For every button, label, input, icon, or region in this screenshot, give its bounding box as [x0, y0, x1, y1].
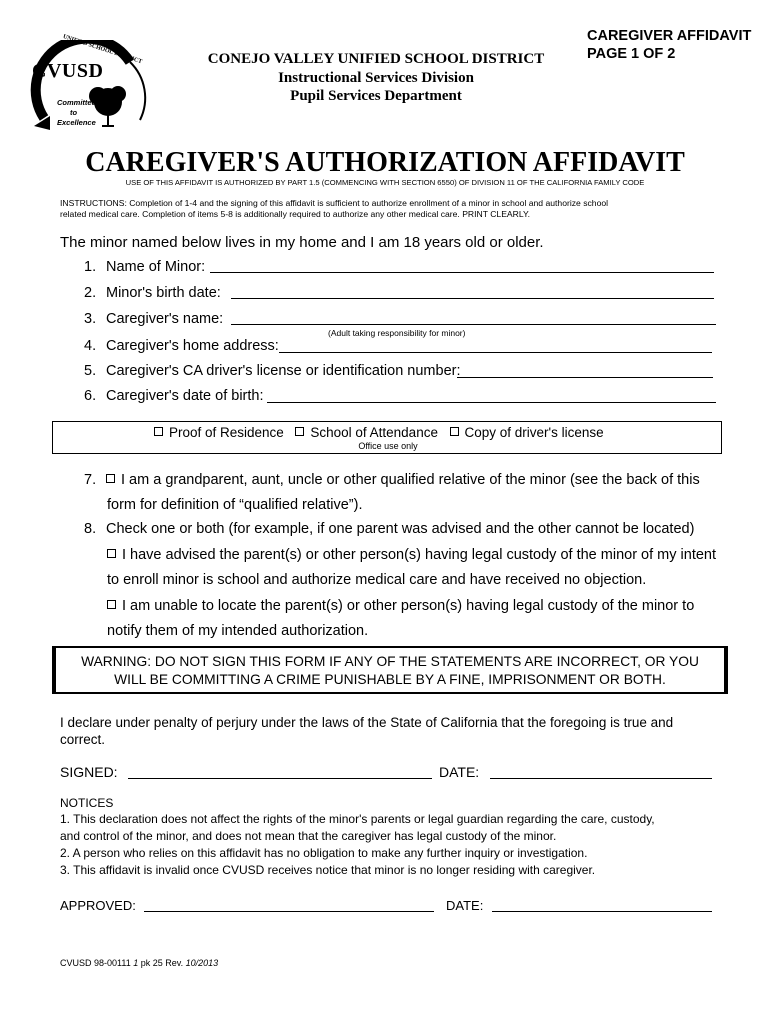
signature-field[interactable] [128, 778, 432, 779]
notice-2: 2. A person who relies on this affidavit has no obligation to make any further inquiry or investigation. [60, 846, 588, 860]
item-8b-line-1: I am unable to locate the parent(s) or other person(s) having legal custody of the minor to [107, 598, 694, 614]
approved-date-label: DATE: [446, 898, 484, 913]
date-label: DATE: [439, 764, 480, 780]
caregiver-address-field[interactable] [279, 352, 712, 353]
date-field[interactable] [490, 778, 712, 779]
caregiver-license-field[interactable] [457, 377, 713, 378]
warning-line-2: WILL BE COMMITTING A CRIME PUNISHABLE BY A FINE, IMPRISONMENT OR BOTH. [114, 672, 666, 687]
corner-title: CAREGIVER AFFIDAVIT [587, 28, 752, 44]
field-1-label: 1. Name of Minor: [84, 259, 206, 275]
drivers-license-copy-checkbox[interactable] [450, 427, 459, 436]
logo-motto-3: Excellence [57, 118, 96, 127]
logo-abbr: CVUSD [32, 60, 104, 82]
minor-birth-date-field[interactable] [231, 298, 714, 299]
minor-name-field[interactable] [210, 272, 714, 273]
notice-3: 3. This affidavit is invalid once CVUSD receives notice that minor is no longer residing with caregiver. [60, 863, 596, 877]
office-options: Proof of Residence School of Attendance Copy of driver's license [154, 425, 604, 440]
approved-signature-field[interactable] [144, 911, 434, 912]
proof-of-residence-checkbox[interactable] [154, 427, 163, 436]
office-use-note: Office use only [358, 441, 418, 451]
field-2-label: 2. Minor's birth date: [84, 285, 221, 301]
notice-1-line-2: and control of the minor, and does not mean that the caregiver has legal custody of the minor. [60, 829, 557, 843]
form-title: CAREGIVER'S AUTHORIZATION AFFIDAVIT [85, 147, 685, 178]
division-name: Instructional Services Division [278, 70, 474, 86]
item-8b-line-2: notify them of my intended authorization. [107, 623, 369, 639]
instructions-line-2: related medical care. Completion of items 5-8 is additionally required to authorize any other medical care. PRINT CLEARLY. [60, 209, 531, 219]
intro-text: The minor named below lives in my home and I am 18 years old or older. [60, 234, 544, 251]
qualified-relative-checkbox[interactable] [106, 474, 115, 483]
school-of-attendance-checkbox[interactable] [295, 427, 304, 436]
signed-label: SIGNED: [60, 764, 118, 780]
declaration-line-1: I declare under penalty of perjury under the laws of the State of California that the foregoing is true and [60, 715, 674, 730]
form-code: CVUSD 98-00111 1 pk 25 Rev. 10/2013 [60, 958, 219, 968]
field-6-label: 6. Caregiver's date of birth: [84, 388, 264, 404]
district-name: CONEJO VALLEY UNIFIED SCHOOL DISTRICT [207, 51, 545, 67]
logo-motto-2: to [70, 108, 78, 117]
item-8a-line-1: I have advised the parent(s) or other person(s) having legal custody of the minor of my intent [107, 547, 716, 563]
declaration-line-2: correct. [60, 732, 106, 747]
logo-motto-1: Committed [57, 98, 97, 107]
caregiver-note: (Adult taking responsibility for minor) [328, 328, 466, 338]
unable-to-locate-checkbox[interactable] [107, 600, 116, 609]
notice-1-line-1: 1. This declaration does not affect the rights of the minor's parents or legal guardian regarding the care, custody, [60, 812, 655, 826]
instructions-line-1: INSTRUCTIONS: Completion of 1-4 and the signing of this affidavit is sufficient to authorize enrollment of a minor in school and authorize school [60, 198, 609, 208]
warning-line-1: WARNING: DO NOT SIGN THIS FORM IF ANY OF THE STATEMENTS ARE INCORRECT, OR YOU [81, 654, 699, 669]
notices-heading: NOTICES [60, 796, 114, 810]
advised-parents-checkbox[interactable] [107, 549, 116, 558]
district-logo [30, 34, 150, 140]
caregiver-dob-field[interactable] [267, 402, 716, 403]
item-8a-line-2: to enroll minor is school and authorize medical care and have received no objection. [107, 572, 647, 588]
approved-date-field[interactable] [492, 911, 712, 912]
item-7-line-2: form for definition of “qualified relative”). [107, 497, 363, 513]
authority-line: USE OF THIS AFFIDAVIT IS AUTHORIZED BY PART 1.5 (COMMENCING WITH SECTION 6550) OF DIVISION 11 OF THE CALIFORNIA FAMILY CODE [125, 178, 645, 187]
corner-page: PAGE 1 OF 2 [587, 46, 676, 62]
item-7-line-1: 7. I am a grandparent, aunt, uncle or other qualified relative of the minor (see the back of this [84, 472, 700, 488]
logo-ring-text: UNIFIED SCHOOL DISTRICT [62, 34, 143, 66]
field-5-label: 5. Caregiver's CA driver's license or identification number: [84, 363, 461, 379]
field-3-label: 3. Caregiver's name: [84, 311, 224, 327]
department-name: Pupil Services Department [290, 88, 462, 104]
field-4-label: 4. Caregiver's home address: [84, 338, 279, 354]
approved-label: APPROVED: [60, 898, 136, 913]
item-8-line-1: 8. Check one or both (for example, if one parent was advised and the other cannot be located) [84, 521, 695, 537]
caregiver-name-field[interactable] [231, 324, 716, 325]
